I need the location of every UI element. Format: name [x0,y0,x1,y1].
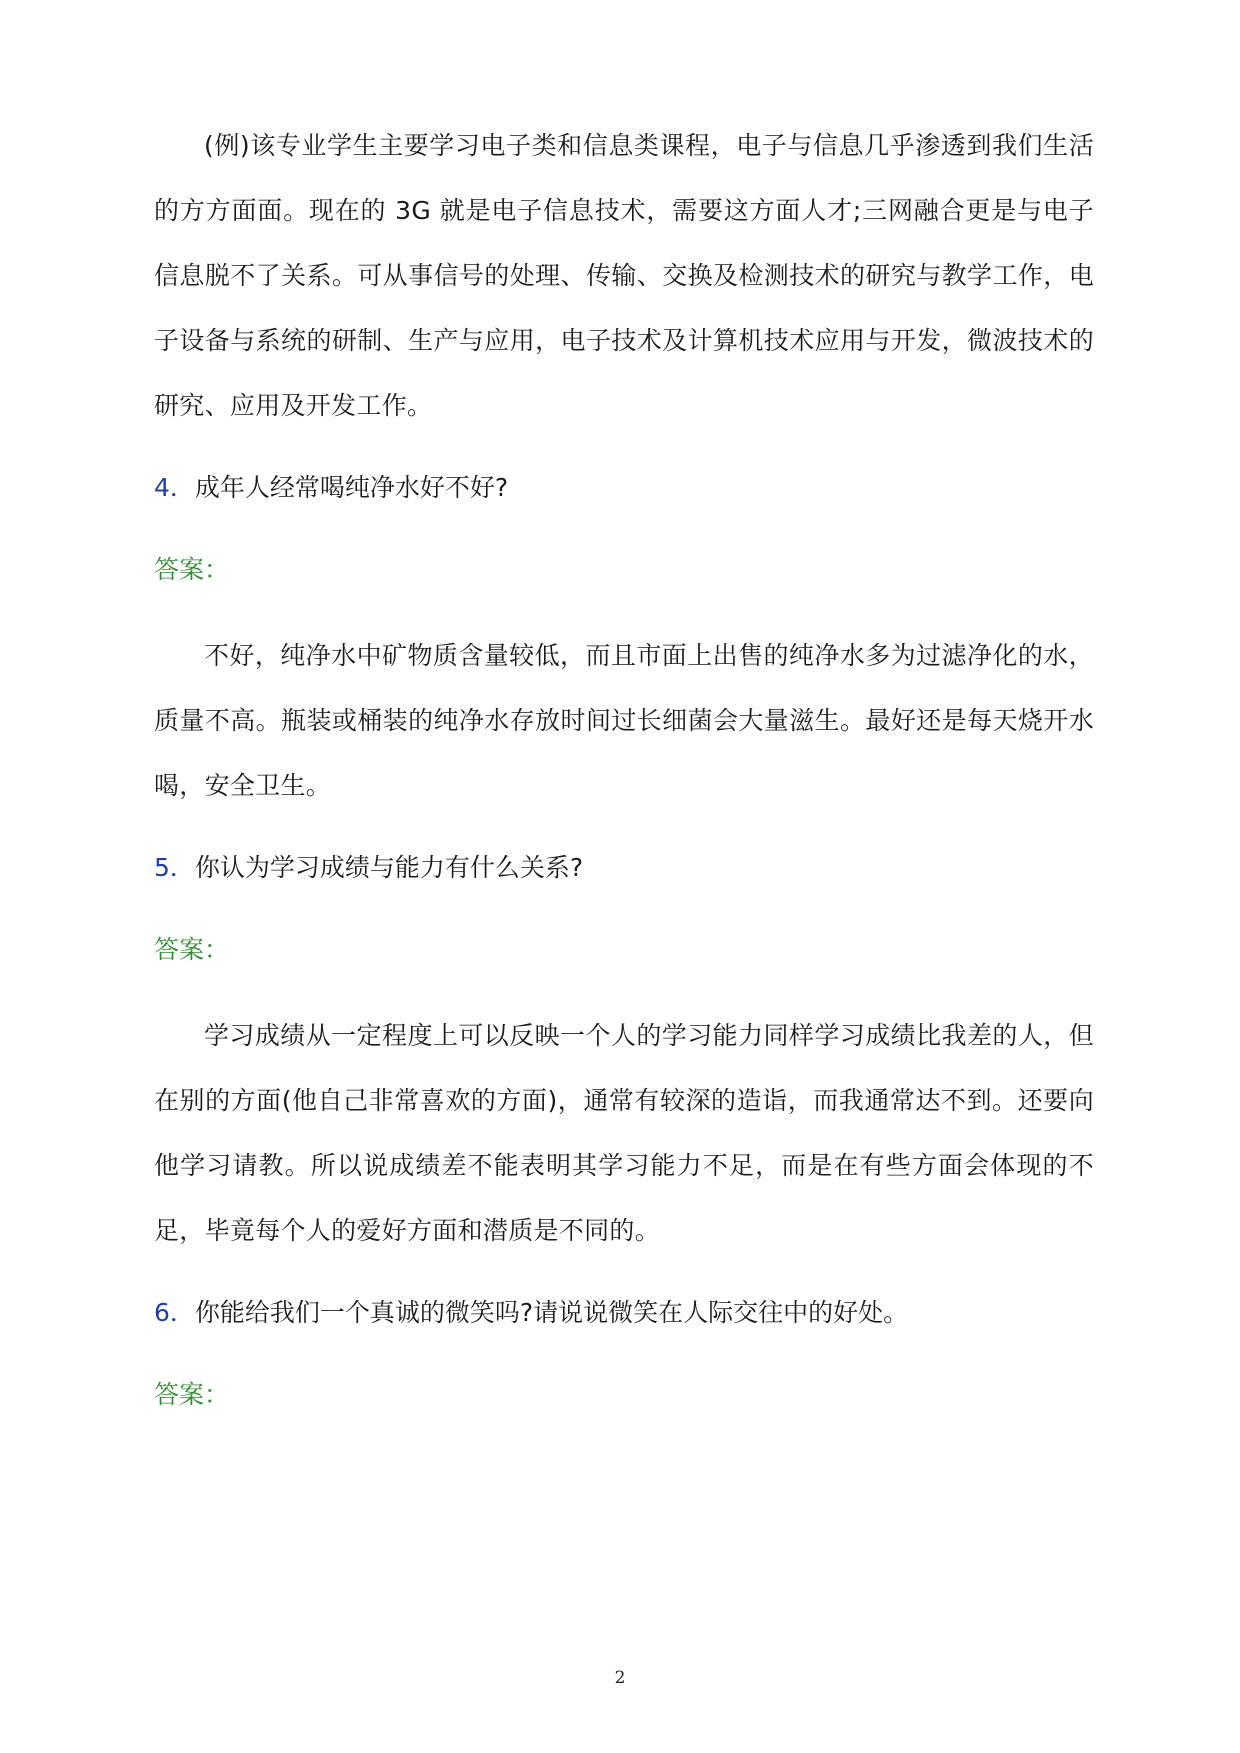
question-5 [154,848,1094,888]
question-text: 你认为学习成绩与能力有什么关系? [194,853,584,882]
question-text: 成年人经常喝纯净水好不好? [194,473,509,502]
answer-label: 答案： [154,935,230,964]
page-content [154,113,1094,1415]
answer-paragraph-4: 不好，纯净水中矿物质含量较低，而且市面上出售的纯净水多为过滤净化的水，质量不高。瓶装或桶装的纯净水存放时间过长细菌会大量滋生。最好还是每天烧开水喝，安全卫生。 [154,641,1094,800]
question-4 [154,468,1094,508]
answer-label: 答案： [154,1380,230,1409]
question-number: 5． [154,853,195,882]
question-number: 4． [154,473,195,502]
question-6 [154,1293,1094,1333]
answer-paragraph-5: 学习成绩从一定程度上可以反映一个人的学习能力同样学习成绩比我差的人，但在别的方面(他自己非常喜欢的方面)，通常有较深的造诣，而我通常达不到。还要向他学习请教。所以说成绩差不能表明其学习能力不足，而是在有些方面会体现的不足，毕竟每个人的爱好方面和潜质是不同的。 [154,1021,1094,1245]
answer-label: 答案： [154,555,230,584]
answer-paragraph-3: (例)该专业学生主要学习电子类和信息类课程，电子与信息几乎渗透到我们生活的方方面面。现在的 3G 就是电子信息技术，需要这方面人才;三网融合更是与电子信息脱不了关系。可从事信号的处理、传输、交换及检测技术的研究与教学工作，电子设备与系统的研制、生产与应用，电子技术及计算机技术应用与开发，微波技术的研究、应用及开发工作。 [154,131,1094,420]
page-number: 2 [614,1668,626,1688]
question-text: 你能给我们一个真诚的微笑吗?请说说微笑在人际交往中的好处。 [194,1298,909,1327]
question-number: 6． [154,1298,195,1327]
